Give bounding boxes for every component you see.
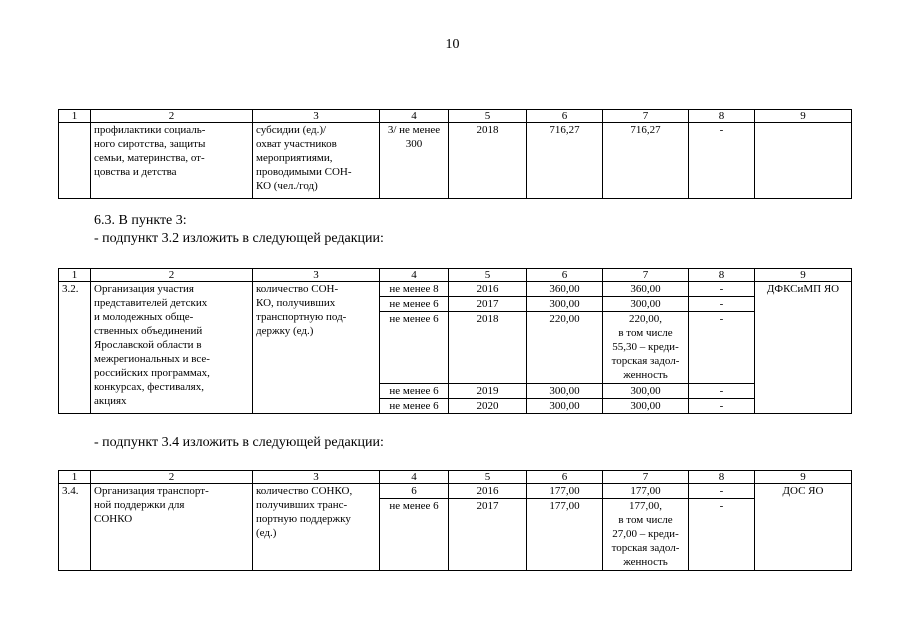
col-num: 5 xyxy=(449,269,527,282)
cell-num: 3.2. xyxy=(59,282,91,414)
cell-col8: - xyxy=(689,399,755,414)
col-num: 2 xyxy=(91,471,253,484)
cell-col8: - xyxy=(689,297,755,312)
cell-col8: - xyxy=(689,499,755,571)
cell-indicator: субсидии (ед.)/ охват участников мероприятиями, проводимыми СОН- КО (чел./год) xyxy=(253,123,380,199)
cell-num: 3.4. xyxy=(59,484,91,571)
cell-amount: 177,00 xyxy=(527,484,603,499)
col-num: 6 xyxy=(527,269,603,282)
cell-target: не менее 8 xyxy=(380,282,449,297)
cell-indicator: количество СОНКО, получивших транс- портную поддержку (ед.) xyxy=(253,484,380,571)
cell-amount-total: 220,00, в том числе 55,30 – креди- торская задол- женность xyxy=(603,312,689,384)
cell-target: 6 xyxy=(380,484,449,499)
cell-amount-total: 300,00 xyxy=(603,297,689,312)
col-num: 4 xyxy=(380,471,449,484)
cell-year: 2017 xyxy=(449,297,527,312)
cell-amount-total: 716,27 xyxy=(603,123,689,199)
subsection-3-4-text: - подпункт 3.4 изложить в следующей редакции: xyxy=(94,435,384,450)
cell-year: 2017 xyxy=(449,499,527,571)
col-num: 1 xyxy=(59,110,91,123)
column-number-row xyxy=(59,110,852,123)
table-continuation xyxy=(58,109,852,199)
cell-amount: 177,00 xyxy=(527,499,603,571)
col-num: 3 xyxy=(253,471,380,484)
cell-col8: - xyxy=(689,282,755,297)
col-num: 3 xyxy=(253,110,380,123)
cell-amount: 300,00 xyxy=(527,384,603,399)
subsection-3-2-text: - подпункт 3.2 изложить в следующей редакции: xyxy=(94,231,384,246)
col-num: 3 xyxy=(253,269,380,282)
cell-amount-total: 177,00 xyxy=(603,484,689,499)
cell-amount: 716,27 xyxy=(527,123,603,199)
page-number: 10 xyxy=(445,37,460,52)
cell-target: 3/ не менее 300 xyxy=(380,123,449,199)
table-3-2 xyxy=(58,268,852,414)
section-heading: 6.3. В пункте 3: xyxy=(94,213,187,228)
cell-year: 2019 xyxy=(449,384,527,399)
col-num: 7 xyxy=(603,471,689,484)
cell-col8: - xyxy=(689,384,755,399)
cell-year: 2018 xyxy=(449,123,527,199)
col-num: 1 xyxy=(59,471,91,484)
cell-executor: ДФКСиМП ЯО xyxy=(755,282,852,414)
cell-target: не менее 6 xyxy=(380,384,449,399)
col-num: 2 xyxy=(91,269,253,282)
cell-num xyxy=(59,123,91,199)
cell-executor: ДОС ЯО xyxy=(755,484,852,571)
cell-year: 2016 xyxy=(449,484,527,499)
cell-indicator: количество СОН- КО, получивших транспортную под- держку (ед.) xyxy=(253,282,380,414)
col-num: 2 xyxy=(91,110,253,123)
col-num: 5 xyxy=(449,110,527,123)
col-num: 8 xyxy=(689,269,755,282)
col-num: 6 xyxy=(527,471,603,484)
cell-amount-total: 300,00 xyxy=(603,399,689,414)
col-num: 4 xyxy=(380,269,449,282)
column-number-row xyxy=(59,269,852,282)
cell-executor xyxy=(755,123,852,199)
cell-year: 2018 xyxy=(449,312,527,384)
cell-target: не менее 6 xyxy=(380,312,449,384)
col-num: 8 xyxy=(689,471,755,484)
cell-amount: 220,00 xyxy=(527,312,603,384)
cell-amount-total: 360,00 xyxy=(603,282,689,297)
cell-amount-total: 300,00 xyxy=(603,384,689,399)
cell-amount: 300,00 xyxy=(527,297,603,312)
col-num: 9 xyxy=(755,269,852,282)
cell-amount: 360,00 xyxy=(527,282,603,297)
cell-col8: - xyxy=(689,484,755,499)
table-row xyxy=(59,282,852,297)
cell-target: не менее 6 xyxy=(380,499,449,571)
cell-amount-total: 177,00, в том числе 27,00 – креди- торская задол- женность xyxy=(603,499,689,571)
cell-target: не менее 6 xyxy=(380,297,449,312)
cell-year: 2020 xyxy=(449,399,527,414)
cell-activity: Организация транспорт- ной поддержки для СОНКО xyxy=(91,484,253,571)
column-number-row xyxy=(59,471,852,484)
col-num: 5 xyxy=(449,471,527,484)
cell-activity: Организация участия представителей детских и молодежных обще- ственных объединений Ярославской области в межрегиональных и все- российских программах, конкурсах, фестивалях, акциях xyxy=(91,282,253,414)
table-3-4 xyxy=(58,470,852,571)
col-num: 9 xyxy=(755,471,852,484)
cell-amount: 300,00 xyxy=(527,399,603,414)
cell-year: 2016 xyxy=(449,282,527,297)
col-num: 7 xyxy=(603,269,689,282)
cell-col8: - xyxy=(689,312,755,384)
col-num: 6 xyxy=(527,110,603,123)
table-row xyxy=(59,123,852,199)
col-num: 1 xyxy=(59,269,91,282)
cell-activity: профилактики социаль- ного сиротства, защиты семьи, материнства, от- цовства и детства xyxy=(91,123,253,199)
cell-col8: - xyxy=(689,123,755,199)
col-num: 9 xyxy=(755,110,852,123)
col-num: 7 xyxy=(603,110,689,123)
col-num: 4 xyxy=(380,110,449,123)
table-row xyxy=(59,484,852,499)
cell-target: не менее 6 xyxy=(380,399,449,414)
col-num: 8 xyxy=(689,110,755,123)
